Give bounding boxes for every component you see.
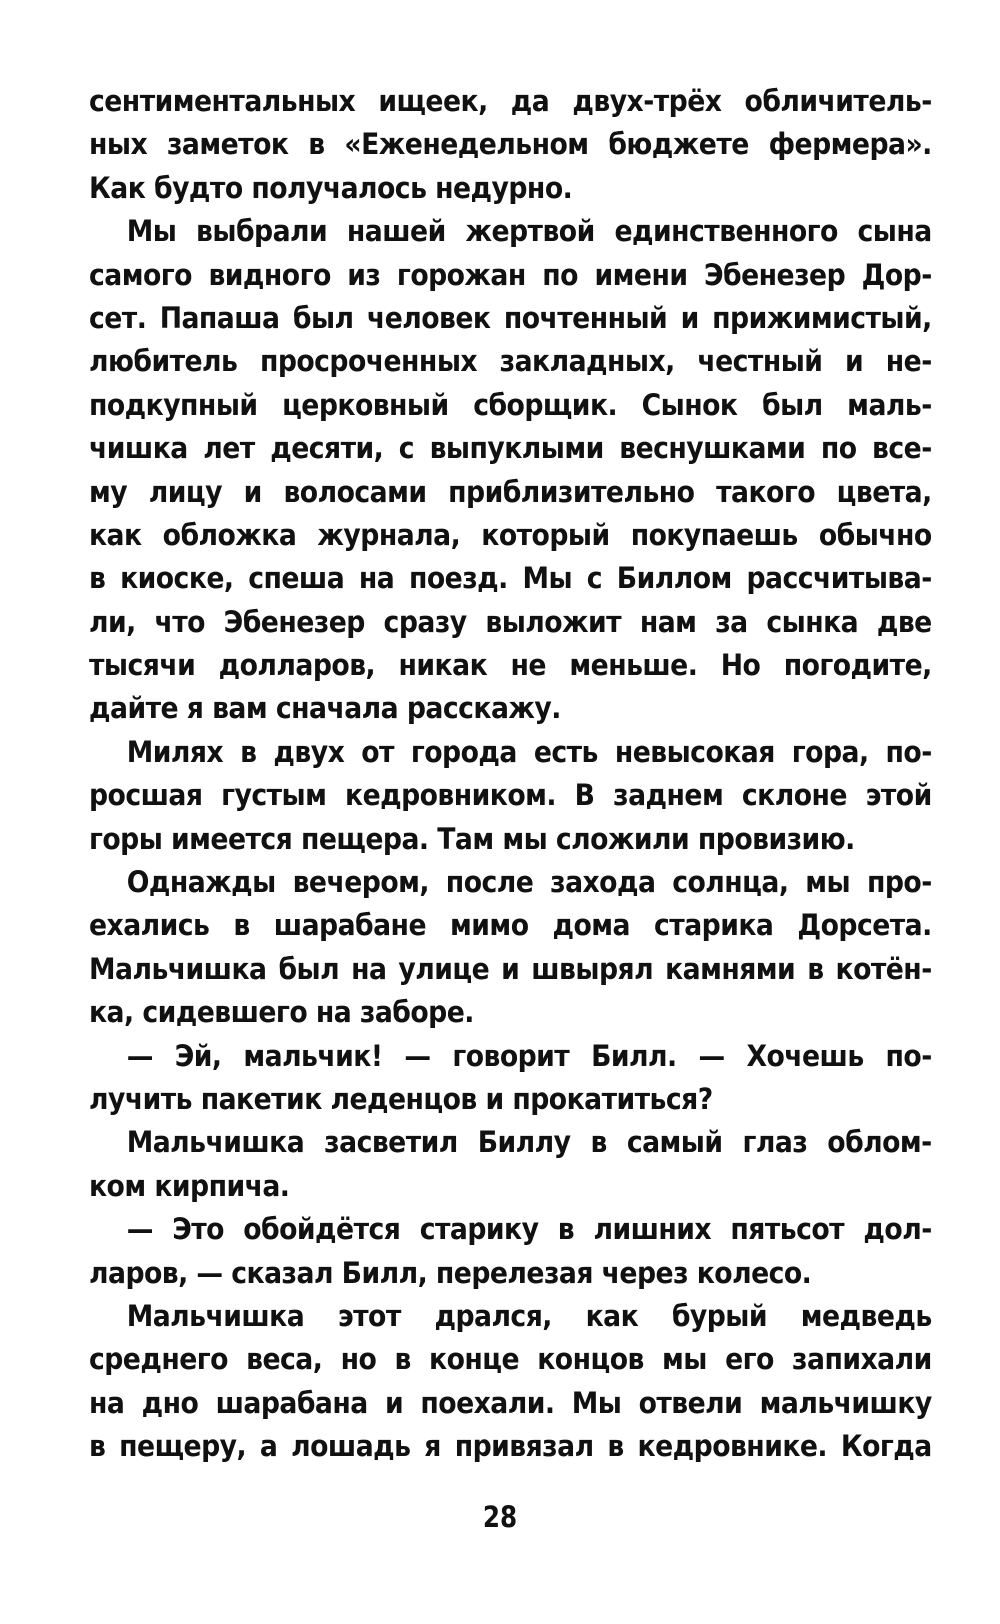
text-line: Однажды вечером, после захода солнца, мы про- <box>126 865 932 900</box>
text-line: Как будто получалось недурно. <box>89 170 573 205</box>
text-line: Мы выбрали нашей жертвой единственного сына <box>126 214 932 249</box>
text-line: — Эй, мальчик! — говорит Билл. — Хочешь по- <box>126 1038 932 1073</box>
text-line: среднего веса, но в конце концов мы его запихали <box>89 1342 932 1377</box>
text-line: в пещеру, а лошадь я привязал в кедровнике. Когда <box>89 1429 932 1464</box>
text-line: на дно шарабана и поехали. Мы отвели мальчишку <box>89 1385 932 1420</box>
text-line: чишка лет десяти, с выпуклыми веснушками по все- <box>89 431 932 466</box>
text-line: Милях в двух от города есть невысокая гора, по- <box>126 734 932 769</box>
page-number: 28 <box>482 1500 518 1534</box>
text-line: Мальчишка был на улице и швырял камнями в котён- <box>89 951 932 986</box>
text-line: сет. Папаша был человек почтенный и прижимистый, <box>89 300 932 335</box>
text-line: ларов, — сказал Билл, перелезая через колесо. <box>89 1255 812 1290</box>
text-line: тысячи долларов, никак не меньше. Но погодите, <box>89 648 932 683</box>
text-line: ных заметок в «Еженедельном бюджете фермера». <box>89 127 932 162</box>
text-line: самого видного из горожан по имени Эбенезер Дор- <box>89 257 932 292</box>
text-line: сентиментальных ищеек, да двух-трёх обличитель- <box>89 84 932 118</box>
text-line: в киоске, спеша на поезд. Мы с Биллом рассчитыва- <box>89 561 932 596</box>
text-line: любитель просроченных закладных, честный и не- <box>89 344 932 379</box>
text-line: как обложка журнала, который покупаешь обычно <box>89 517 932 552</box>
text-line: Мальчишка этот дрался, как бурый медведь <box>126 1298 932 1333</box>
text-line: — Это обойдётся старику в лишних пятьсот дол- <box>126 1212 932 1247</box>
text-line: дайте я вам сначала расскажу. <box>89 691 561 726</box>
text-line: подкупный церковный сборщик. Сынок был маль- <box>89 387 932 422</box>
text-line: ка, сидевшего на заборе. <box>89 995 474 1030</box>
text-line: ком кирпича. <box>89 1168 290 1203</box>
text-line: лучить пакетик леденцов и прокатиться? <box>89 1081 713 1116</box>
text-line: ли, что Эбенезер сразу выложит нам за сынка две <box>89 604 932 639</box>
text-line: горы имеется пещера. Там мы сложили провизию. <box>89 821 855 856</box>
text-line: му лицу и волосами приблизительно такого цвета, <box>89 474 932 509</box>
text-line: Мальчишка засветил Биллу в самый глаз облом- <box>126 1125 932 1160</box>
text-line: росшая густым кедровником. В заднем склоне этой <box>89 778 932 813</box>
body-text <box>89 80 932 1469</box>
text-line: ехались в шарабане мимо дома старика Дорсета. <box>89 908 932 943</box>
